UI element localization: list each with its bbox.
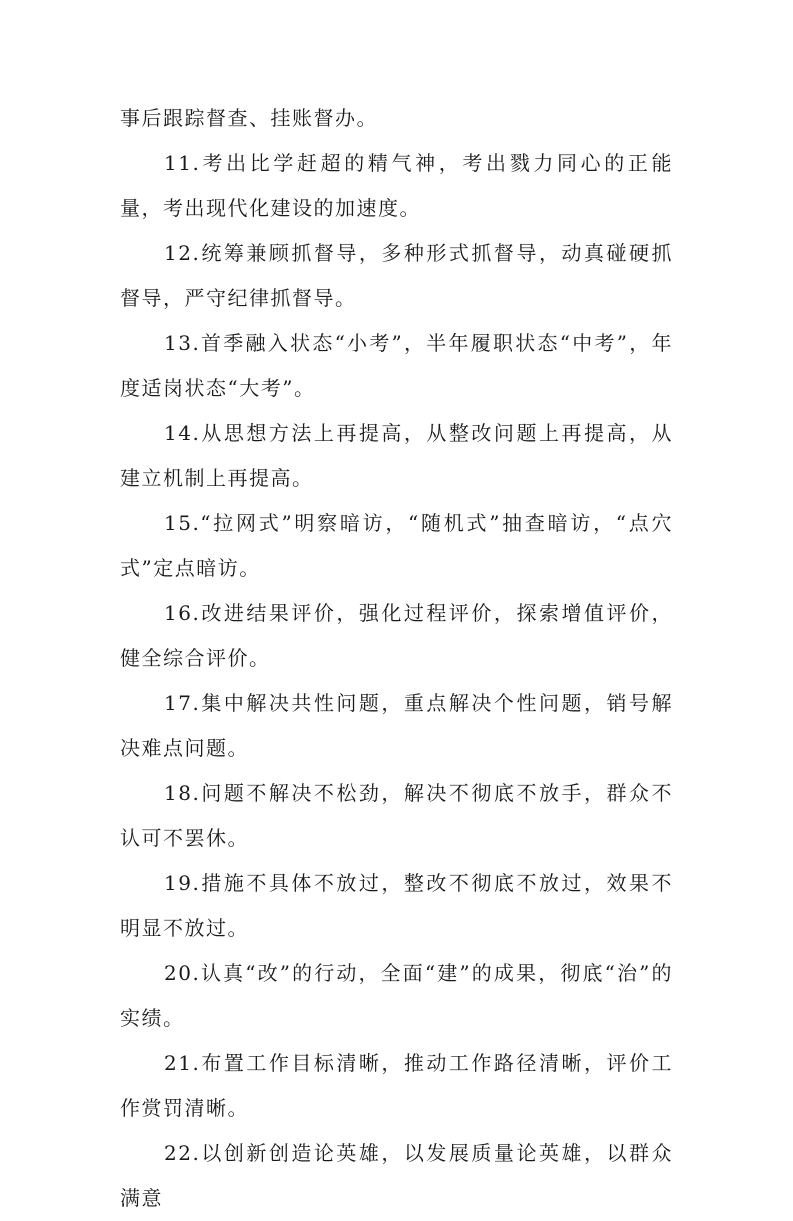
- document-body: [120, 96, 673, 1221]
- paragraph-item-22: 22.以创新创造论英雄，以发展质量论英雄，以群众满意: [120, 1141, 673, 1210]
- paragraph-continuation: 事后跟踪督查、挂账督办。: [120, 106, 378, 130]
- paragraph-item-11: 11.考出比学赶超的精气神，考出戮力同心的正能量，考出现代化建设的加速度。: [120, 151, 673, 220]
- paragraph-item-21: 21.布置工作目标清晰，推动工作路径清晰，评价工作赏罚清晰。: [120, 1051, 673, 1120]
- paragraph-item-13: 13.首季融入状态“小考”，半年履职状态“中考”，年度适岗状态“大考”。: [120, 331, 673, 400]
- paragraph-item-12: 12.统筹兼顾抓督导，多种形式抓督导，动真碰硬抓督导，严守纪律抓督导。: [120, 241, 673, 310]
- paragraph-item-16: 16.改进结果评价，强化过程评价，探索增值评价，健全综合评价。: [120, 601, 673, 670]
- paragraph-item-18: 18.问题不解决不松劲，解决不彻底不放手，群众不认可不罢休。: [120, 781, 673, 850]
- paragraph-item-15: 15.“拉网式”明察暗访，“随机式”抽查暗访，“点穴式”定点暗访。: [120, 511, 673, 580]
- paragraph-item-19: 19.措施不具体不放过，整改不彻底不放过，效果不明显不放过。: [120, 871, 673, 940]
- paragraph-item-14: 14.从思想方法上再提高，从整改问题上再提高，从建立机制上再提高。: [120, 421, 673, 490]
- paragraph-item-17: 17.集中解决共性问题，重点解决个性问题，销号解决难点问题。: [120, 691, 673, 760]
- paragraph-item-20: 20.认真“改”的行动，全面“建”的成果，彻底“治”的实绩。: [120, 961, 673, 1030]
